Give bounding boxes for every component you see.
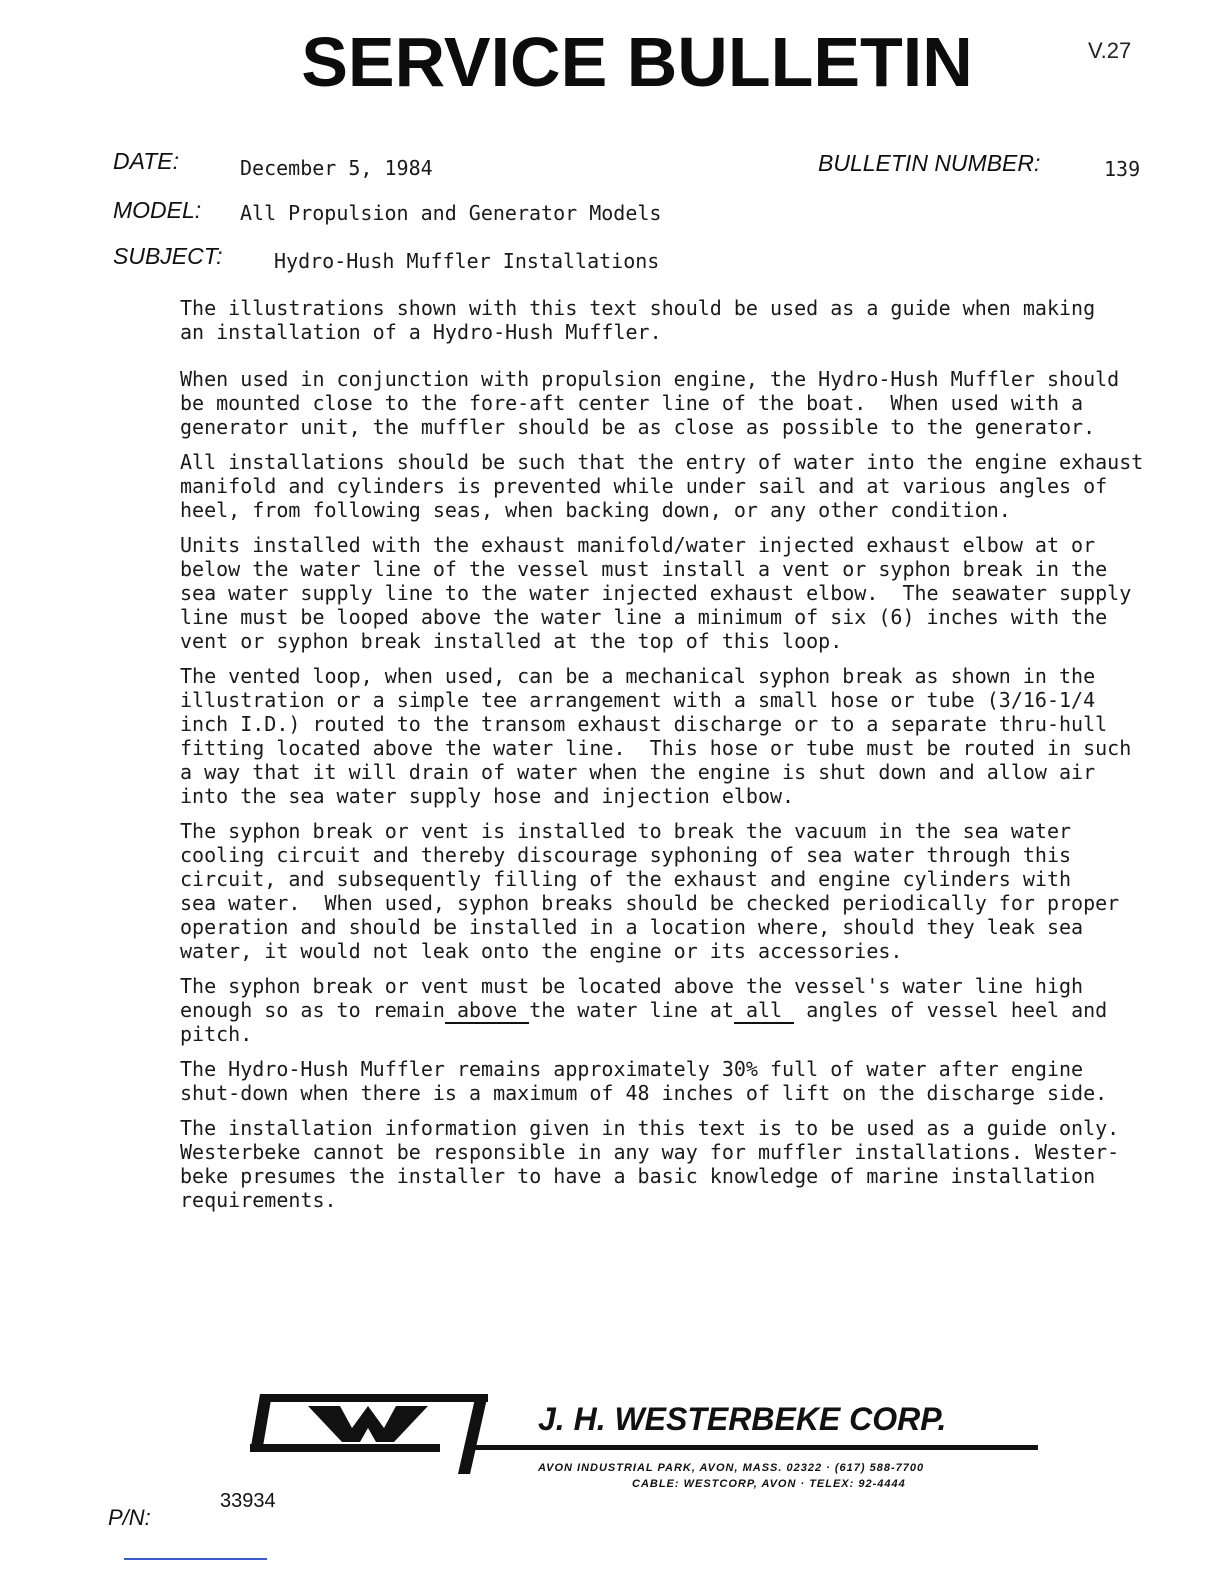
company-cable: CABLE: WESTCORP, AVON · TELEX: 92-4444	[632, 1478, 906, 1490]
text-line: circuit, and subsequently filling of the exhaust and engine cylinders with	[180, 867, 1072, 891]
text-line-emphasis	[180, 998, 1170, 1022]
text-line: The installation information given in this text is to be used as a guide only.	[180, 1116, 1120, 1140]
date-label: DATE:	[113, 148, 180, 174]
paragraph-7	[180, 974, 1170, 1046]
text-line: cooling circuit and thereby discourage syphoning of sea water through this	[180, 843, 1072, 867]
text-line: manifold and cylinders is prevented while under sail and at various angles of	[180, 474, 1108, 498]
blue-rule	[124, 1558, 267, 1560]
text-line: into the sea water supply hose and injection elbow.	[180, 784, 795, 808]
paragraph-6	[180, 819, 1170, 963]
westerbeke-logo	[244, 1390, 494, 1480]
text-line: heel, from following seas, when backing down, or any other condition.	[180, 498, 1011, 522]
version-code: V.27	[1088, 38, 1132, 63]
text-line: All installations should be such that the entry of water into the engine exhaust	[180, 450, 1144, 474]
model-label: MODEL:	[113, 197, 202, 223]
paragraph-8	[180, 1057, 1170, 1105]
text-line: illustration or a simple tee arrangement with a small hose or tube (3/16-1/4	[180, 688, 1096, 712]
underlined-word-above	[445, 998, 529, 1024]
text-line: fitting located above the water line. This hose or tube must be routed in such	[180, 736, 1132, 760]
subject-label: SUBJECT:	[113, 243, 223, 269]
text-fragment: all	[745, 998, 783, 1022]
bulletin-body	[180, 296, 1170, 1223]
paragraph-9	[180, 1116, 1170, 1212]
text-fragment: enough so as to remain	[180, 998, 445, 1022]
text-line: The illustrations shown with this text should be used as a guide when making	[180, 296, 1096, 320]
date-value: December 5, 1984	[240, 156, 433, 180]
text-line: generator unit, the muffler should be as close as possible to the generator.	[180, 415, 1096, 439]
text-line: sea water supply line to the water injected exhaust elbow. The seawater supply	[180, 581, 1132, 605]
paragraph-4	[180, 533, 1170, 653]
text-line: When used in conjunction with propulsion engine, the Hydro-Hush Muffler should	[180, 367, 1120, 391]
text-line: The syphon break or vent must be located above the vessel's water line high	[180, 974, 1084, 998]
text-line: The syphon break or vent is installed to break the vacuum in the sea water	[180, 819, 1072, 843]
text-line: beke presumes the installer to have a basic knowledge of marine installation	[180, 1164, 1096, 1188]
text-line: operation and should be installed in a location where, should they leak sea	[180, 915, 1084, 939]
text-line: vent or syphon break installed at the top of this loop.	[180, 629, 843, 653]
bulletin-number-value: 139	[1104, 157, 1141, 181]
text-line: water, it would not leak onto the engine or its accessories.	[180, 939, 903, 963]
paragraph-2	[180, 367, 1170, 439]
text-line: requirements.	[180, 1188, 337, 1212]
text-fragment: angles of vessel heel and	[806, 998, 1108, 1022]
subject-value: Hydro-Hush Muffler Installations	[274, 249, 660, 273]
bulletin-title: SERVICE BULLETIN	[301, 23, 973, 101]
text-line: shut-down when there is a maximum of 48 inches of lift on the discharge side.	[180, 1081, 1108, 1105]
paragraph-3	[180, 450, 1170, 522]
text-line: line must be looped above the water line a minimum of six (6) inches with the	[180, 605, 1108, 629]
text-fragment: above	[456, 998, 518, 1022]
company-rule	[468, 1445, 1038, 1450]
text-line: a way that it will drain of water when the engine is shut down and allow air	[180, 760, 1096, 784]
text-line: an installation of a Hydro-Hush Muffler.	[180, 320, 662, 344]
paragraph-5	[180, 664, 1170, 808]
underlined-word-all	[734, 998, 794, 1024]
part-number-value: 33934	[220, 1490, 276, 1512]
text-line: Westerbeke cannot be responsible in any way for muffler installations. Wester-	[180, 1140, 1120, 1164]
text-line: be mounted close to the fore-aft center line of the boat. When used with a	[180, 391, 1084, 415]
text-line: sea water. When used, syphon breaks should be checked periodically for proper	[180, 891, 1120, 915]
text-fragment: the water line at	[529, 998, 734, 1022]
text-line: The Hydro-Hush Muffler remains approximately 30% full of water after engine	[180, 1057, 1084, 1081]
text-line: The vented loop, when used, can be a mechanical syphon break as shown in the	[180, 664, 1096, 688]
text-line: Units installed with the exhaust manifold/water injected exhaust elbow at or	[180, 533, 1096, 557]
company-address: AVON INDUSTRIAL PARK, AVON, MASS. 02322 · (617) 588-7700	[538, 1462, 925, 1474]
part-number-label: P/N:	[108, 1505, 151, 1530]
paragraph-1	[180, 296, 1170, 344]
text-line: pitch.	[180, 1022, 253, 1046]
text-line: below the water line of the vessel must install a vent or syphon break in the	[180, 557, 1108, 581]
company-name: J. H. WESTERBEKE CORP.	[538, 1401, 947, 1437]
text-line: inch I.D.) routed to the transom exhaust discharge or to a separate thru-hull	[180, 712, 1108, 736]
bulletin-number-label: BULLETIN NUMBER:	[818, 150, 1041, 176]
model-value: All Propulsion and Generator Models	[240, 201, 662, 225]
